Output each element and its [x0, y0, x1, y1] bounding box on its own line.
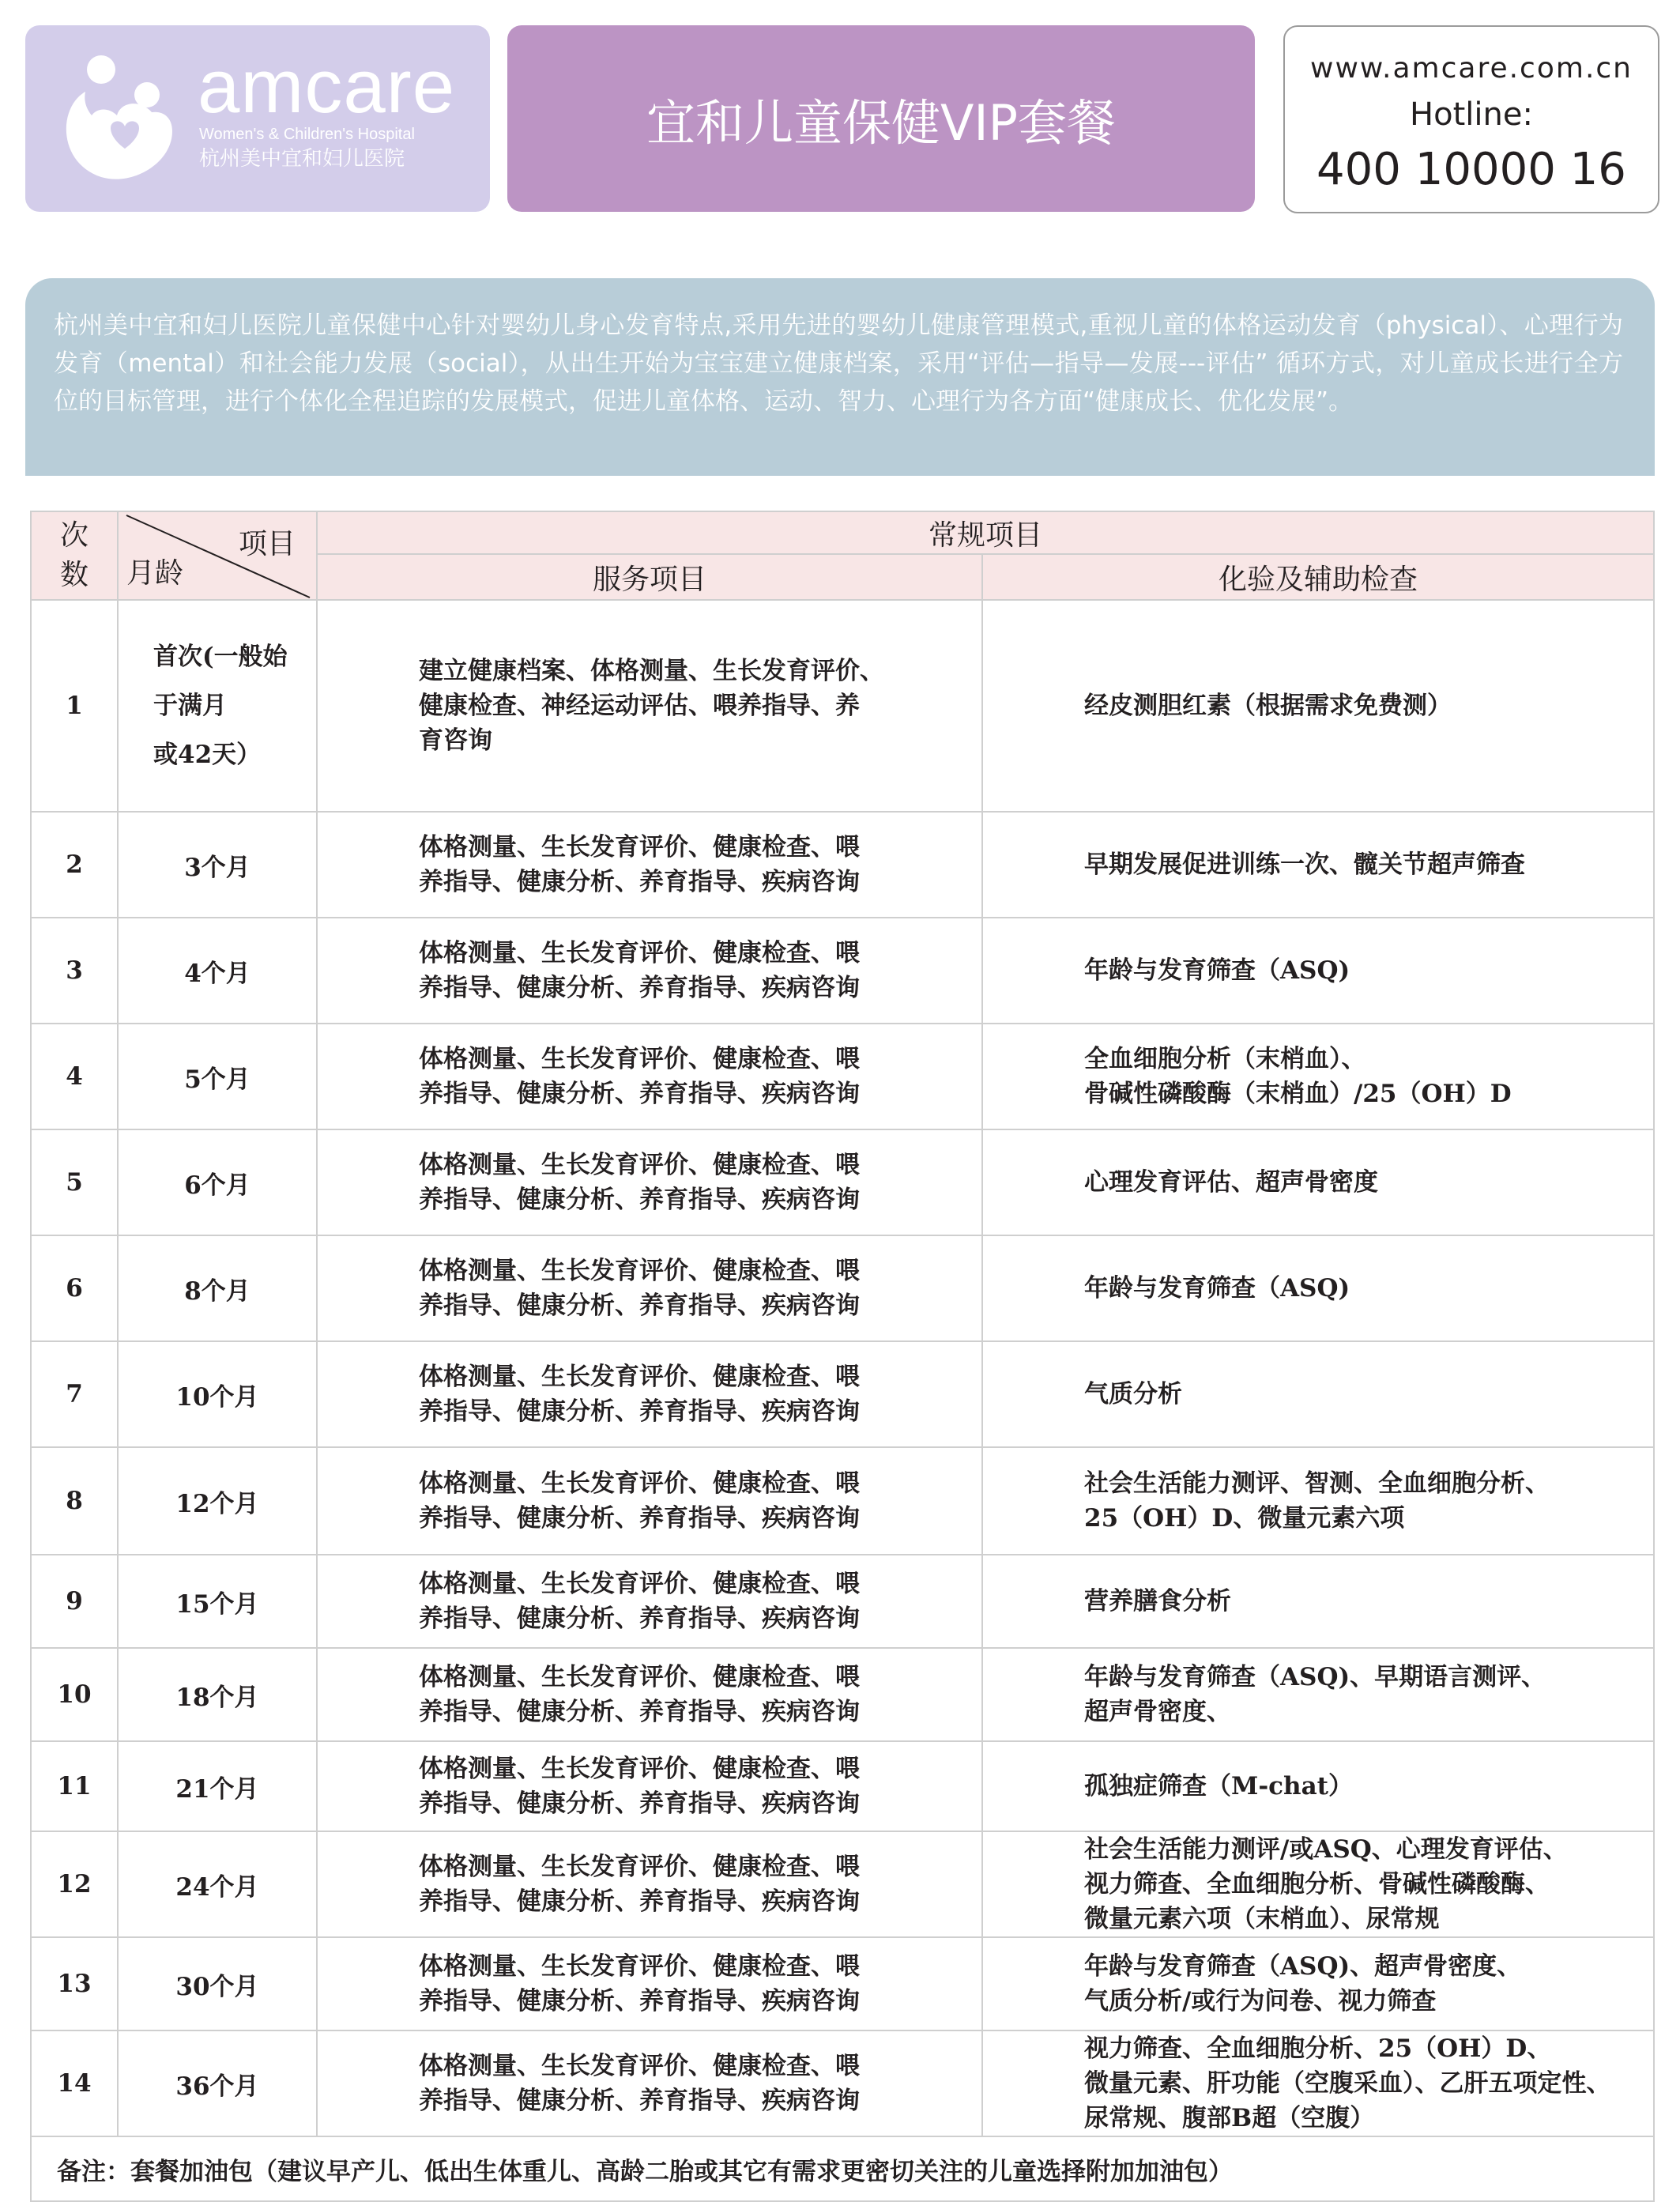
row-service-line: 养指导、健康分析、养育指导、疾病咨询 [419, 1887, 860, 1916]
table-row [31, 1341, 1654, 1447]
row-lab-line: 视力筛查、全血细胞分析、25（OH）D、 [1084, 2034, 1552, 2063]
row-lab [982, 918, 1654, 1024]
row-service-line: 健康检查、神经运动评估、喂养指导、养 [419, 692, 860, 720]
row-lab-line: 25（OH）D、微量元素六项 [1084, 1504, 1405, 1533]
row-service-line: 体格测量、生长发育评价、健康检查、喂 [419, 1257, 860, 1285]
row-age-line: 30个月 [175, 1972, 259, 2001]
row-lab [982, 600, 1654, 812]
row-lab [982, 1648, 1654, 1741]
row-service [317, 2030, 982, 2136]
row-number: 14 [31, 2030, 118, 2136]
row-number: 11 [31, 1741, 118, 1831]
row-service-line: 养指导、健康分析、养育指导、疾病咨询 [419, 1789, 860, 1818]
row-age-line: 或42天） [153, 741, 262, 769]
row-service-line: 体格测量、生长发育评价、健康检查、喂 [419, 833, 860, 862]
table-row [31, 1648, 1654, 1741]
row-service-line: 体格测量、生长发育评价、健康检查、喂 [419, 1363, 860, 1391]
row-lab-line: 气质分析 [1084, 1380, 1182, 1408]
row-service-line: 养指导、健康分析、养育指导、疾病咨询 [419, 974, 860, 1002]
row-lab-line: 骨碱性磷酸酶（末梢血）/25（OH）D [1084, 1080, 1512, 1108]
row-lab-line: 微量元素、肝功能（空腹采血）、乙肝五项定性、 [1084, 2069, 1611, 2098]
row-lab-line: 年龄与发育筛查（ASQ) [1084, 956, 1350, 985]
logo-panel [25, 25, 490, 212]
header-cishu-1: 次 [59, 519, 89, 552]
row-number: 2 [31, 812, 118, 918]
mother-child-heart-icon [54, 52, 188, 187]
row-service [317, 1648, 982, 1741]
table-row [31, 918, 1654, 1024]
row-lab-line: 营养膳食分析 [1084, 1587, 1231, 1616]
row-lab [982, 1741, 1654, 1831]
row-service [317, 1741, 982, 1831]
row-lab-line: 气质分析/或行为问卷、视力筛查 [1084, 1987, 1437, 2015]
row-number: 7 [31, 1341, 118, 1447]
row-service-line: 体格测量、生长发育评价、健康检查、喂 [419, 1045, 860, 1073]
row-lab [982, 1555, 1654, 1648]
row-age-line: 5个月 [184, 1065, 250, 1094]
row-lab [982, 1235, 1654, 1341]
row-lab-line: 社会生活能力测评、智测、全血细胞分析、 [1084, 1469, 1550, 1498]
table-row [31, 812, 1654, 918]
row-lab-line: 早期发展促进训练一次、髋关节超声筛查 [1084, 850, 1525, 879]
row-service [317, 1831, 982, 1937]
row-age [118, 1741, 317, 1831]
row-lab [982, 1447, 1654, 1555]
row-age-line: 8个月 [184, 1276, 250, 1306]
row-service-line: 体格测量、生长发育评价、健康检查、喂 [419, 939, 860, 967]
row-number: 12 [31, 1831, 118, 1937]
row-lab-line: 超声骨密度、 [1084, 1698, 1231, 1726]
hotline-label: Hotline: [1410, 96, 1533, 133]
intro-panel [25, 278, 1655, 476]
table-row [31, 1741, 1654, 1831]
row-age-line: 首次(一般始 [153, 643, 288, 671]
row-lab-line: 年龄与发育筛查（ASQ)、早期语言测评、 [1084, 1663, 1546, 1691]
row-lab [982, 2030, 1654, 2136]
row-lab [982, 812, 1654, 918]
row-lab-line: 年龄与发育筛查（ASQ)、超声骨密度、 [1084, 1952, 1522, 1981]
table-row [31, 1129, 1654, 1235]
row-age [118, 1024, 317, 1129]
intro-text: 杭州美中宜和妇儿医院儿童保健中心针对婴幼儿身心发育特点,采用先进的婴幼儿健康管理模式,重视儿童的体格运动发育（physical）、心理行为发育（mental）和社会能力发展（social），从出生开始为宝宝建立健康档案，采用“评估—指导—发展---评估” 循环方式，对儿童成长进行全方位的目标管理，进行个体化全程追踪的发展模式，促进儿童体格、运动、智力、心理行为各方面“健康成长、优化发展”。 [54, 311, 1623, 416]
header-item: 项目 [238, 528, 296, 560]
row-age [118, 1447, 317, 1555]
row-service-line: 体格测量、生长发育评价、健康检查、喂 [419, 1853, 860, 1881]
table-body [31, 600, 1654, 2136]
package-table [30, 511, 1655, 2202]
table-row [31, 1831, 1654, 1937]
row-number: 5 [31, 1129, 118, 1235]
row-service [317, 1024, 982, 1129]
row-lab-line: 尿常规、腹部B超（空腹） [1084, 2104, 1375, 2132]
row-age-line: 12个月 [175, 1489, 259, 1518]
row-lab-line: 微量元素六项（末梢血）、尿常规 [1084, 1905, 1440, 1933]
row-service [317, 1341, 982, 1447]
row-age-line: 4个月 [184, 959, 250, 988]
table-row [31, 1937, 1654, 2030]
row-lab-line: 年龄与发育筛查（ASQ) [1084, 1274, 1350, 1303]
row-age-line: 10个月 [175, 1382, 259, 1412]
row-service-line: 育咨询 [419, 726, 492, 755]
row-service [317, 1129, 982, 1235]
page-title: 宜和儿童保健VIP套餐 [646, 93, 1117, 152]
row-age [118, 1937, 317, 2030]
row-service-line: 体格测量、生长发育评价、健康检查、喂 [419, 1952, 860, 1981]
row-lab [982, 1024, 1654, 1129]
row-service-line: 建立健康档案、体格测量、生长发育评价、 [419, 657, 884, 685]
row-age-line: 21个月 [175, 1774, 259, 1804]
row-age-line: 24个月 [175, 1872, 259, 1902]
row-lab-line: 社会生活能力测评/或ASQ、心理发育评估、 [1084, 1835, 1568, 1864]
row-number: 3 [31, 918, 118, 1024]
brand-chinese-name: 杭州美中宜和妇儿医院 [199, 147, 405, 171]
header-age: 月龄 [126, 557, 184, 590]
hotline-number[interactable]: 400 10000 16 [1317, 144, 1626, 195]
row-service-line: 养指导、健康分析、养育指导、疾病咨询 [419, 1987, 860, 2015]
row-age [118, 918, 317, 1024]
row-age [118, 600, 317, 812]
header-routine: 常规项目 [317, 511, 1654, 554]
row-lab [982, 1341, 1654, 1447]
table-row [31, 600, 1654, 812]
brand-subtitle: Women's & Children's Hospital [199, 126, 415, 143]
table-row [31, 1024, 1654, 1129]
row-lab [982, 1831, 1654, 1937]
row-number: 9 [31, 1555, 118, 1648]
row-service [317, 918, 982, 1024]
row-number: 10 [31, 1648, 118, 1741]
title-panel [507, 25, 1255, 212]
brand-name: amcare [198, 44, 456, 129]
row-service-line: 养指导、健康分析、养育指导、疾病咨询 [419, 1080, 860, 1108]
row-service-line: 体格测量、生长发育评价、健康检查、喂 [419, 1570, 860, 1598]
row-age-line: 于满月 [153, 692, 227, 720]
row-lab-line: 经皮测胆红素（根据需求免费测） [1084, 692, 1452, 720]
header-cishu-2: 数 [59, 559, 89, 591]
row-service [317, 812, 982, 918]
row-number: 13 [31, 1937, 118, 2030]
header-service: 服务项目 [317, 554, 982, 600]
row-number: 1 [31, 600, 118, 812]
row-service-line: 养指导、健康分析、养育指导、疾病咨询 [419, 1604, 860, 1633]
table-row [31, 1235, 1654, 1341]
row-service-line: 养指导、健康分析、养育指导、疾病咨询 [419, 868, 860, 896]
row-service-line: 养指导、健康分析、养育指导、疾病咨询 [419, 2087, 860, 2115]
row-lab-line: 全血细胞分析（末梢血）、 [1084, 1045, 1366, 1073]
row-lab-line: 视力筛查、全血细胞分析、骨碱性磷酸酶、 [1084, 1870, 1550, 1898]
row-service-line: 养指导、健康分析、养育指导、疾病咨询 [419, 1698, 860, 1726]
row-lab [982, 1937, 1654, 2030]
row-service [317, 600, 982, 812]
row-service-line: 体格测量、生长发育评价、健康检查、喂 [419, 1151, 860, 1179]
row-service [317, 1937, 982, 2030]
row-lab-line: 心理发育评估、超声骨密度 [1084, 1168, 1378, 1197]
row-service [317, 1447, 982, 1555]
row-age [118, 1235, 317, 1341]
table-row [31, 1555, 1654, 1648]
table-note: 备注：套餐加油包（建议早产儿、低出生体重儿、高龄二胎或其它有需求更密切关注的儿童选择附加加油包） [31, 2136, 1654, 2201]
row-age [118, 2030, 317, 2136]
row-age [118, 1555, 317, 1648]
row-service-line: 体格测量、生长发育评价、健康检查、喂 [419, 1469, 860, 1498]
row-service-line: 体格测量、生长发育评价、健康检查、喂 [419, 1663, 860, 1691]
header-cishu [31, 511, 118, 600]
row-lab [982, 1129, 1654, 1235]
row-age [118, 1648, 317, 1741]
row-service [317, 1235, 982, 1341]
row-service-line: 体格测量、生长发育评价、健康检查、喂 [419, 2052, 860, 2080]
row-service-line: 养指导、健康分析、养育指导、疾病咨询 [419, 1186, 860, 1214]
row-age-line: 18个月 [175, 1683, 259, 1712]
contact-panel [1283, 25, 1659, 213]
row-service-line: 养指导、健康分析、养育指导、疾病咨询 [419, 1504, 860, 1533]
row-number: 8 [31, 1447, 118, 1555]
row-age-line: 36个月 [175, 2072, 259, 2101]
row-lab-line: 孤独症筛查（M-chat） [1084, 1772, 1354, 1800]
row-service-line: 体格测量、生长发育评价、健康检查、喂 [419, 1755, 860, 1783]
row-service [317, 1555, 982, 1648]
header-lab: 化验及辅助检查 [982, 554, 1654, 600]
row-age [118, 812, 317, 918]
row-number: 4 [31, 1024, 118, 1129]
row-age [118, 1341, 317, 1447]
website-link[interactable]: www.amcare.com.cn [1310, 52, 1633, 85]
row-age-line: 6个月 [184, 1171, 250, 1200]
row-service-line: 养指导、健康分析、养育指导、疾病咨询 [419, 1291, 860, 1320]
row-age-line: 3个月 [184, 853, 250, 882]
header-item-age [118, 511, 317, 600]
row-age-line: 15个月 [175, 1589, 259, 1619]
table-row [31, 1447, 1654, 1555]
row-number: 6 [31, 1235, 118, 1341]
row-age [118, 1831, 317, 1937]
row-service-line: 养指导、健康分析、养育指导、疾病咨询 [419, 1397, 860, 1426]
row-age [118, 1129, 317, 1235]
table-row [31, 2030, 1654, 2136]
